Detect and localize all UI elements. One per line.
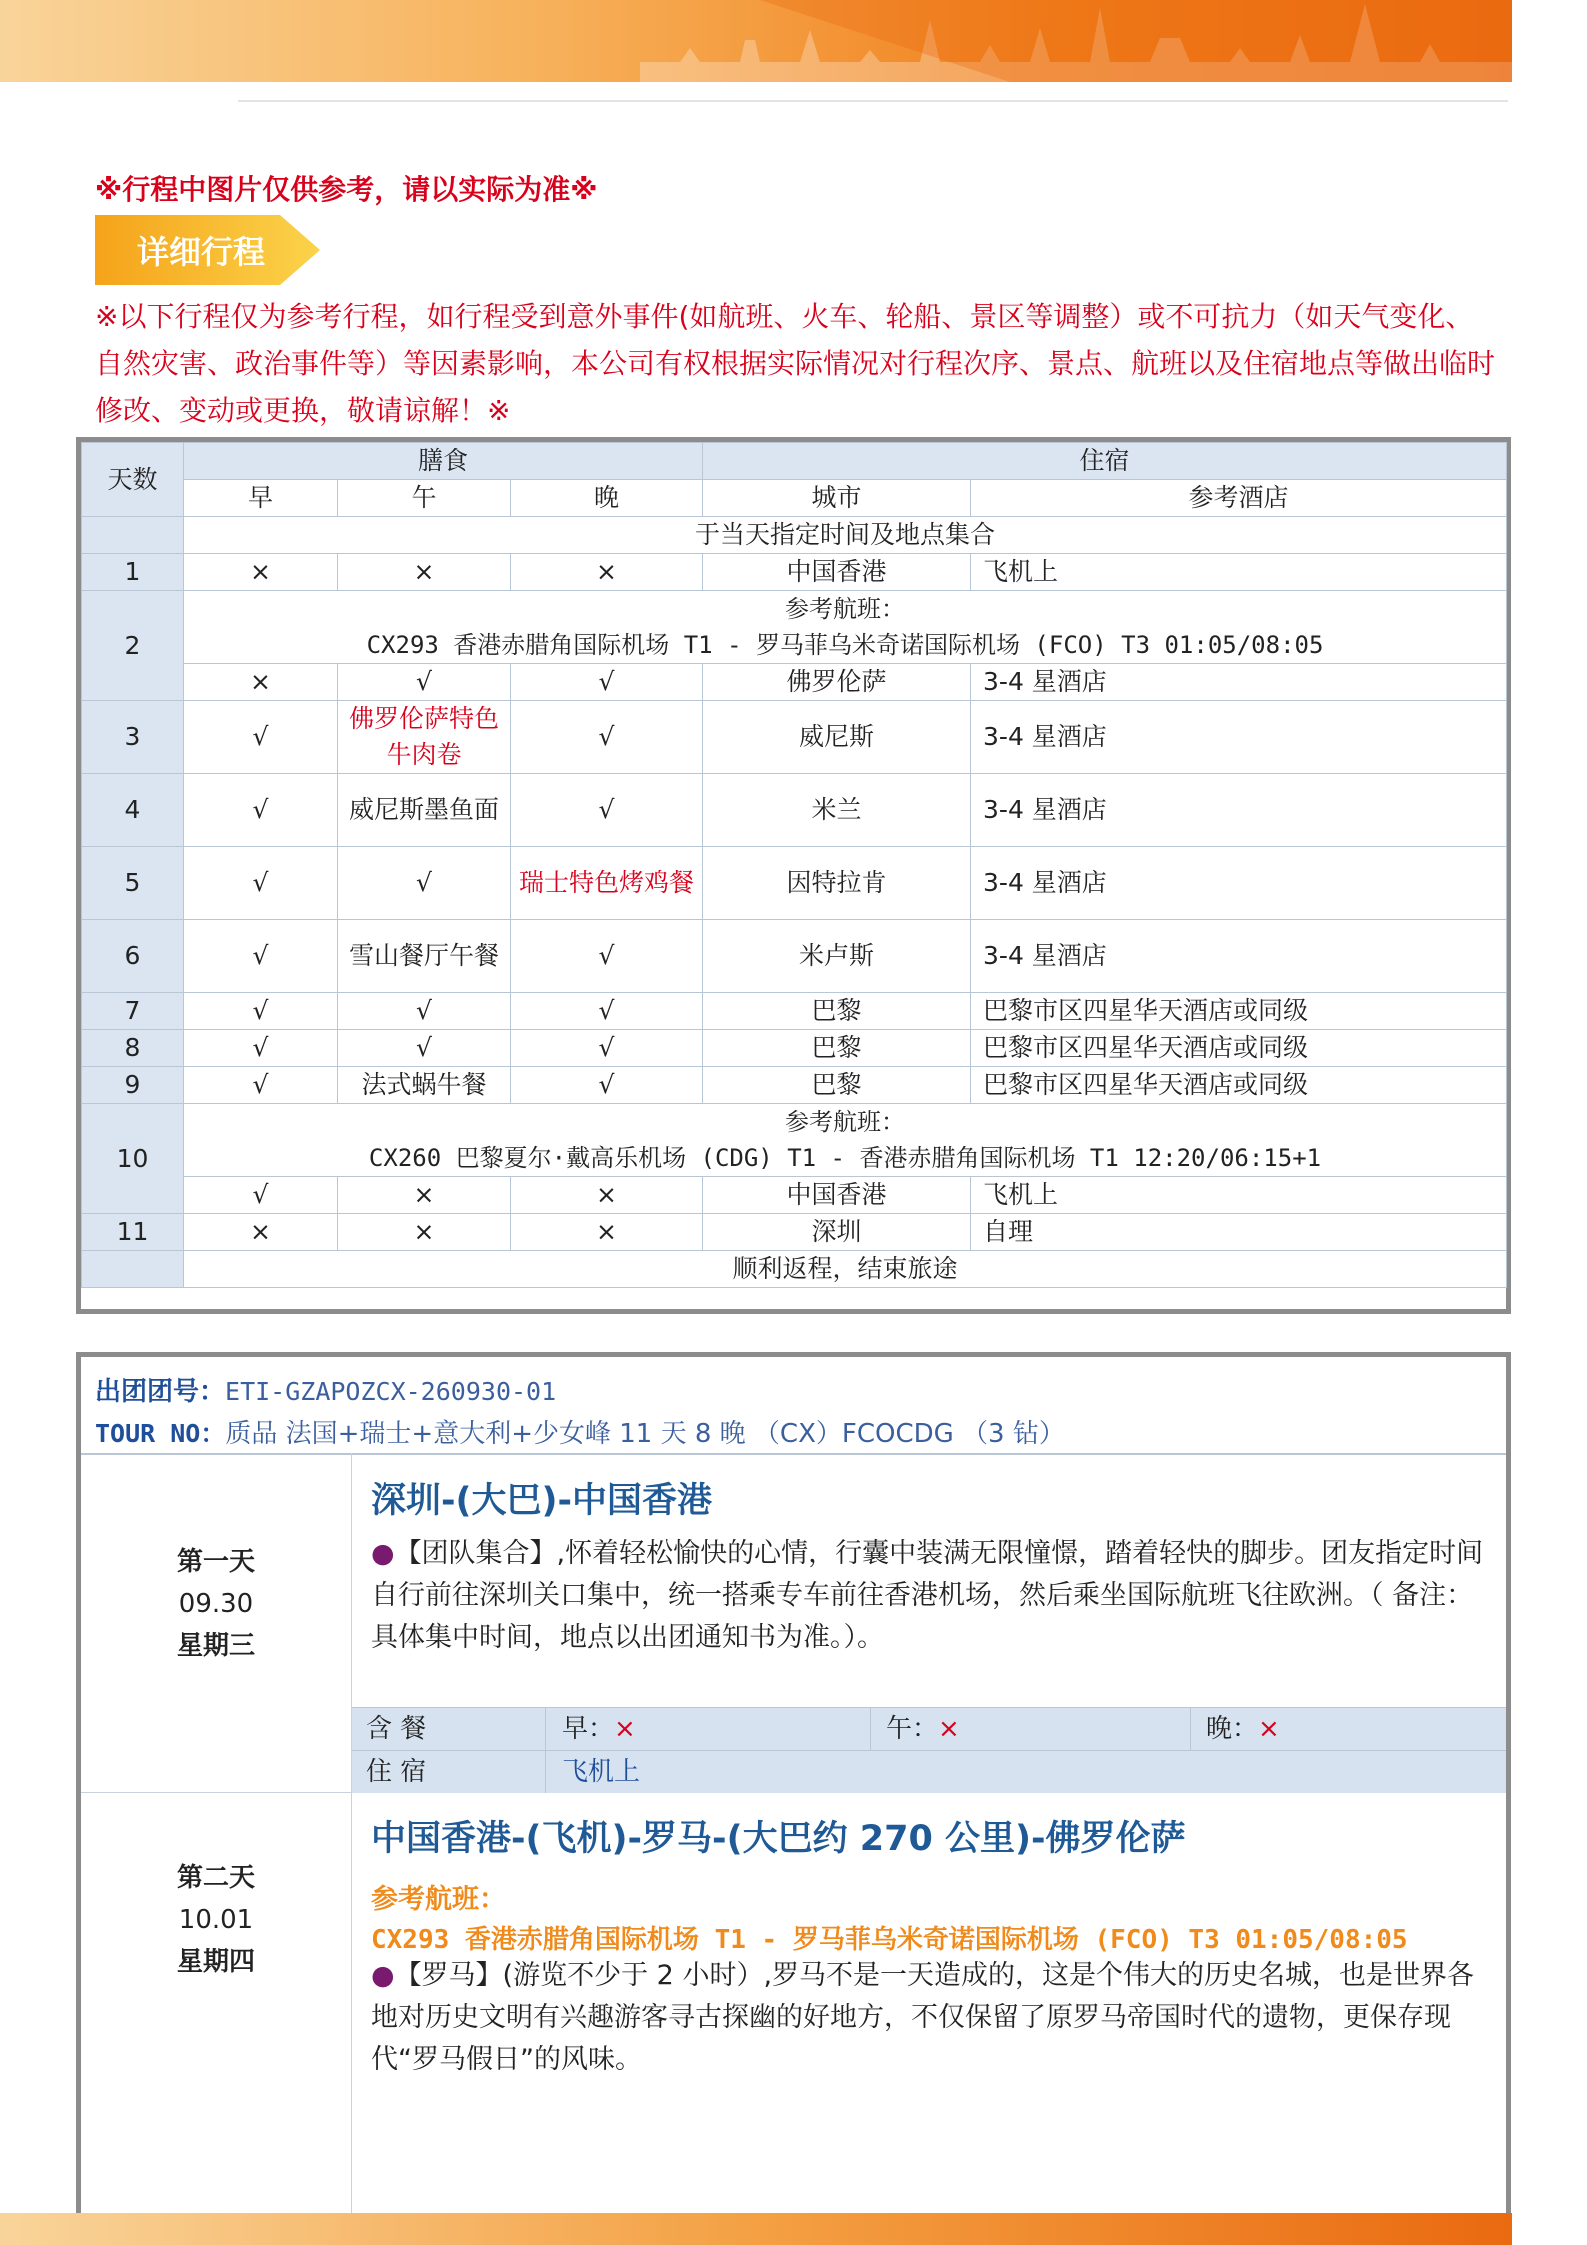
itinerary-summary-table [76, 437, 1511, 1314]
end-note: 顺利返程，结束旅途 [184, 1251, 1507, 1288]
gather-note: 于当天指定时间及地点集合 [184, 517, 1507, 554]
table-row: 5 √ √ 瑞士特色烤鸡餐 因特拉肯 3-4 星酒店 [82, 847, 1507, 920]
header-day: 天数 [82, 443, 184, 517]
image-notice: ※行程中图片仅供参考，请以实际为准※ [95, 173, 598, 206]
flight-info-day-10: 参考航班： CX260 巴黎夏尔·戴高乐机场 (CDG) T1 - 香港赤腊角国际机场 T1 12:20/06:15+1 [184, 1104, 1507, 1177]
day-1-lodging-row: 住 宿 飞机上 [352, 1750, 1506, 1793]
day-1-label: 第一天 09.30 星期三 [176, 1547, 255, 1661]
table-row: 9 √ 法式蜗牛餐 √ 巴黎 巴黎市区四星华天酒店或同级 [82, 1067, 1507, 1104]
header-lodging: 住宿 [703, 443, 1507, 480]
day-2-label: 第二天 10.01 星期四 [176, 1863, 255, 1977]
skyline-decoration-icon [0, 0, 1512, 82]
tour-header [81, 1357, 1506, 1455]
table-row: 3 √ 佛罗伦萨特色牛肉卷 √ 威尼斯 3-4 星酒店 [82, 701, 1507, 774]
top-banner [0, 0, 1512, 82]
day-2-flight-info: CX293 香港赤腊角国际机场 T1 - 罗马菲乌米奇诺国际机场 (FCO) T3 01:05/08:05 [371, 1925, 1408, 1955]
daily-itinerary [76, 1352, 1511, 2245]
header-dinner: 晚 [511, 480, 703, 517]
table-row: 7 √ √ √ 巴黎 巴黎市区四星华天酒店或同级 [82, 993, 1507, 1030]
itinerary-disclaimer: ※以下行程仅为参考行程，如行程受到意外事件(如航班、火车、轮船、景区等调整）或不可抗力（如天气变化、自然灾害、政治事件等）等因素影响，本公司有权根据实际情况对行程次序、景点、航班以及住宿地点等做出临时修改、变动或更换，敬请谅解！※ [95, 300, 1496, 427]
section-tag-label: 详细行程 [137, 233, 266, 271]
day-1-description: ●【团队集合】,怀着轻松愉快的心情，行囊中装满无限憧憬，踏着轻快的脚步。团友指定时间自行前往深圳关口集中，统一搭乘专车前往香港机场，然后乘坐国际航班飞往欧洲。（ 备注：具体集中时间，地点以出团通知书为准。）。 [371, 1538, 1484, 1653]
header-city: 城市 [703, 480, 971, 517]
table-row: 1 × × × 中国香港 飞机上 [82, 554, 1507, 591]
bottom-banner [0, 2213, 1512, 2245]
group-number-line: 出团团号：ETI-GZAPOZCX-260930-01 [95, 1377, 557, 1407]
table-row: × √ √ 佛罗伦萨 3-4 星酒店 [82, 664, 1507, 701]
day-2-cell: 2 [82, 591, 184, 701]
day-2-block [81, 1793, 1506, 2245]
table-row: 11 × × × 深圳 自理 [82, 1214, 1507, 1251]
flight-info-day-2: 参考航班： CX293 香港赤腊角国际机场 T1 - 罗马菲乌米奇诺国际机场 (FCO) T3 01:05/08:05 [184, 591, 1507, 664]
day-1-title: 深圳-(大巴)-中国香港 [371, 1481, 713, 1521]
table-row: 6 √ 雪山餐厅午餐 √ 米卢斯 3-4 星酒店 [82, 920, 1507, 993]
day-2-flight-label: 参考航班： [371, 1884, 506, 1915]
day-1-meals-row: 含 餐 早：× 午：× 晚：× [352, 1707, 1506, 1750]
table-row: 8 √ √ √ 巴黎 巴黎市区四星华天酒店或同级 [82, 1030, 1507, 1067]
day-2-title: 中国香港-(飞机)-罗马-(大巴约 270 公里)-佛罗伦萨 [371, 1819, 1186, 1859]
day-2-description: ●【罗马】(游览不少于 2 小时）,罗马不是一天造成的，这是个伟大的历史名城，也是世界各地对历史文明有兴趣游客寻古探幽的好地方，不仅保留了原罗马帝国时代的遗物，更保存现代“罗马假日”的风味。 [371, 1960, 1475, 2075]
tour-number-line: TOUR NO：质品 法国+瑞士+意大利+少女峰 11 天 8 晚 （CX）FCOCDG （3 钻） [95, 1419, 1065, 1449]
table-row: 4 √ 威尼斯墨鱼面 √ 米兰 3-4 星酒店 [82, 774, 1507, 847]
header-meals: 膳食 [184, 443, 703, 480]
table-row: √ × × 中国香港 飞机上 [82, 1177, 1507, 1214]
header-lunch: 午 [338, 480, 511, 517]
header-hotel: 参考酒店 [971, 480, 1507, 517]
day-1-block [81, 1453, 1506, 1793]
header-breakfast: 早 [184, 480, 338, 517]
header-divider [238, 100, 1508, 102]
section-tag-detailed-itinerary [95, 215, 320, 285]
day-10-cell: 10 [82, 1104, 184, 1214]
